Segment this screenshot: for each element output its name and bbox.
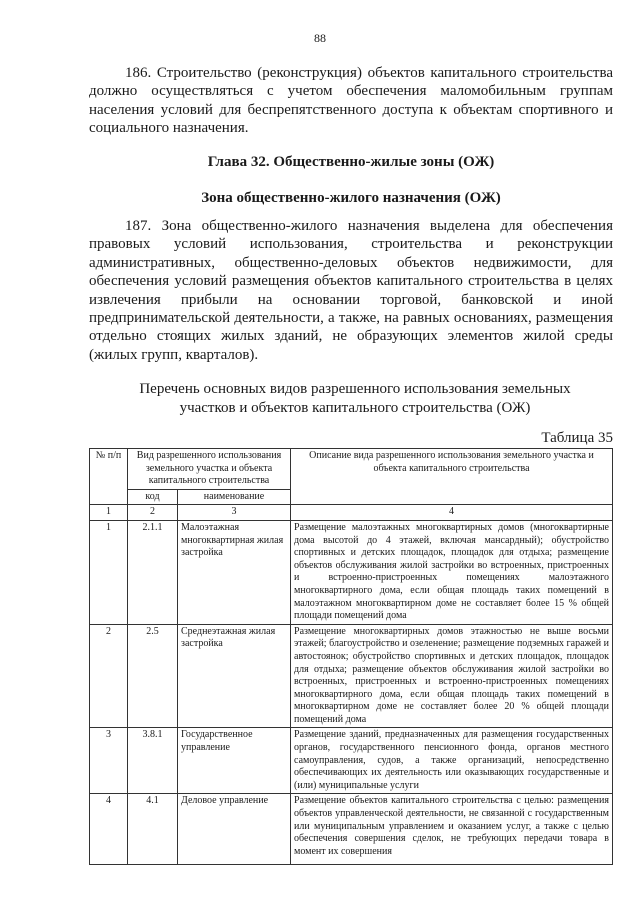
table-row <box>90 624 613 728</box>
row-code: 3.8.1 <box>128 728 178 794</box>
row-description: Размещение многоквартирных домов этажностью не выше восьми этажей; благоустройство и озеленение; размещение подземных гаражей и автостоянок; обустройство спортивных и детских площадок, площадок для отдыха; размещение объектов обслуживания жилой застройки во встроенных, пристроенных и встроенно-пристроенных помещениях многоквартирного дома, если общая площадь таких помещений в многоквартирном доме не составляет более 20 % общей площади помещений дома <box>291 624 613 728</box>
paragraph-186: 186. Строительство (реконструкция) объектов капитального строительства должно осуществляться с учетом обеспечения маломобильным группам населения условий для беспрепятственного доступа к объектам спортивного и социального назначения. <box>89 65 613 137</box>
table-row <box>90 728 613 794</box>
row-description: Размещение объектов капитального строительства с целью: размещения объектов управленческой деятельности, не связанной с государственным или муниципальным управлением и оказанием услуг, а также с целью обеспечения совершения сделок, не требующих передачи товара в момент их совершения <box>294 795 609 857</box>
row-description: Размещение зданий, предназначенных для размещения государственных органов, государственного пенсионного фонда, органов местного самоуправления, судов, а также организаций, непосредственно обеспечивающих их деятельность или оказывающих государственные и (или) муниципальные услуги <box>291 728 613 794</box>
col-number-2: 2 <box>128 505 178 521</box>
col-number-1: 1 <box>90 505 128 521</box>
row-code: 4.1 <box>128 794 178 865</box>
zone-heading: Зона общественно-жилого назначения (ОЖ) <box>201 190 501 206</box>
row-name: Деловое управление <box>178 794 291 865</box>
table-row <box>90 520 613 624</box>
row-number: 4 <box>90 794 128 865</box>
row-name: Государственное управление <box>178 728 291 794</box>
header-use-type: Вид разрешенного использования земельного участка и объекта капитального строительства <box>128 449 291 490</box>
col-number-3: 3 <box>178 505 291 521</box>
page-number: 88 <box>314 31 326 45</box>
col-number-4: 4 <box>291 505 613 521</box>
row-code: 2.1.1 <box>128 520 178 624</box>
header-code: код <box>128 489 178 505</box>
row-name: Малоэтажная многоквартирная жилая застройка <box>178 520 291 624</box>
chapter-heading: Глава 32. Общественно-жилые зоны (ОЖ) <box>207 154 495 170</box>
row-number: 2 <box>90 624 128 728</box>
row-description: Размещение малоэтажных многоквартирных домов (многоквартирные дома высотой до 4 этажей, включая мансардный); обустройство спортивных и детских площадок, площадок для отдыха; размещение объектов обслуживания жилой застройки во встроенных, пристроенных и встроенно-пристроенных помещениях малоэтажного многоквартирного дома, если общая площадь таких помещений в малоэтажном многоквартирном доме не составляет более 15 % общей площади помещений дома <box>291 520 613 624</box>
table-label: Таблица 35 <box>541 430 613 446</box>
row-name: Среднеэтажная жилая застройка <box>178 624 291 728</box>
header-description: Описание вида разрешенного использования земельного участка и объекта капитального строительства <box>291 449 613 505</box>
row-number: 3 <box>90 728 128 794</box>
row-number: 1 <box>90 520 128 624</box>
permitted-use-table <box>89 448 613 865</box>
table-row <box>90 794 613 865</box>
list-title: Перечень основных видов разрешенного использования земельных участков и объектов капитального строительства (ОЖ) <box>139 381 571 416</box>
header-name: наименование <box>178 489 291 505</box>
header-number: № п/п <box>90 449 128 505</box>
row-code: 2.5 <box>128 624 178 728</box>
paragraph-187: 187. Зона общественно-жилого назначения выделена для обеспечения правовых условий использования, строительства и реконструкции административных, общественно-деловых объектов недвижимости, для обеспечения условий размещения объектов капитального строительства в целях извлечения прибыли на основании торговой, банковской и иной предпринимательской деятельности, а также, на равных основаниях, размещения отдельно стоящих жилых зданий, не образующих элементов жилой среды (жилых групп, кварталов). <box>89 218 613 363</box>
